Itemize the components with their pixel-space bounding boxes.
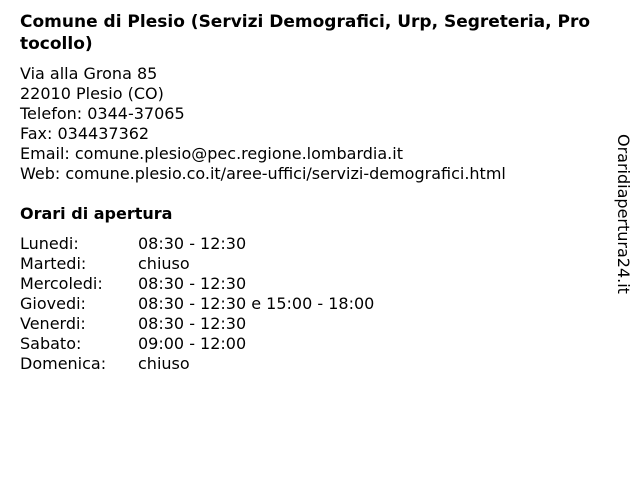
time-value: 08:30 - 12:30 (138, 314, 247, 333)
day-label: Venerdi: (20, 314, 86, 333)
office-title: Comune di Plesio (Servizi Demografici, Urp, Segreteria, Protocollo) (20, 12, 591, 54)
fax-number: Fax: 034437362 (20, 124, 150, 143)
time-value: 08:30 - 12:30 (138, 274, 247, 293)
day-label: Mercoledi: (20, 274, 103, 293)
contact-info (20, 64, 506, 184)
day-label: Lunedi: (20, 234, 79, 253)
address-street: Via alla Grona 85 (20, 64, 158, 83)
email-address: Email: comune.plesio@pec.regione.lombardia.it (20, 144, 403, 163)
day-label: Martedi: (20, 254, 87, 273)
day-label: Domenica: (20, 354, 107, 373)
day-label: Sabato: (20, 334, 82, 353)
day-label: Giovedi: (20, 294, 86, 313)
address-city: 22010 Plesio (CO) (20, 84, 164, 103)
time-value: chiuso (138, 354, 190, 373)
time-value: chiuso (138, 254, 190, 273)
time-value: 08:30 - 12:30 (138, 234, 247, 253)
website-url: Web: comune.plesio.co.it/aree-uffici/servizi-demografici.html (20, 164, 506, 183)
opening-hours-heading: Orari di apertura (20, 204, 173, 223)
time-value: 08:30 - 12:30 e 15:00 - 18:00 (138, 294, 375, 313)
site-watermark: Oraridiapertura24.it (614, 134, 633, 294)
phone-number: Telefon: 0344-37065 (20, 104, 185, 123)
time-value: 09:00 - 12:00 (138, 334, 247, 353)
